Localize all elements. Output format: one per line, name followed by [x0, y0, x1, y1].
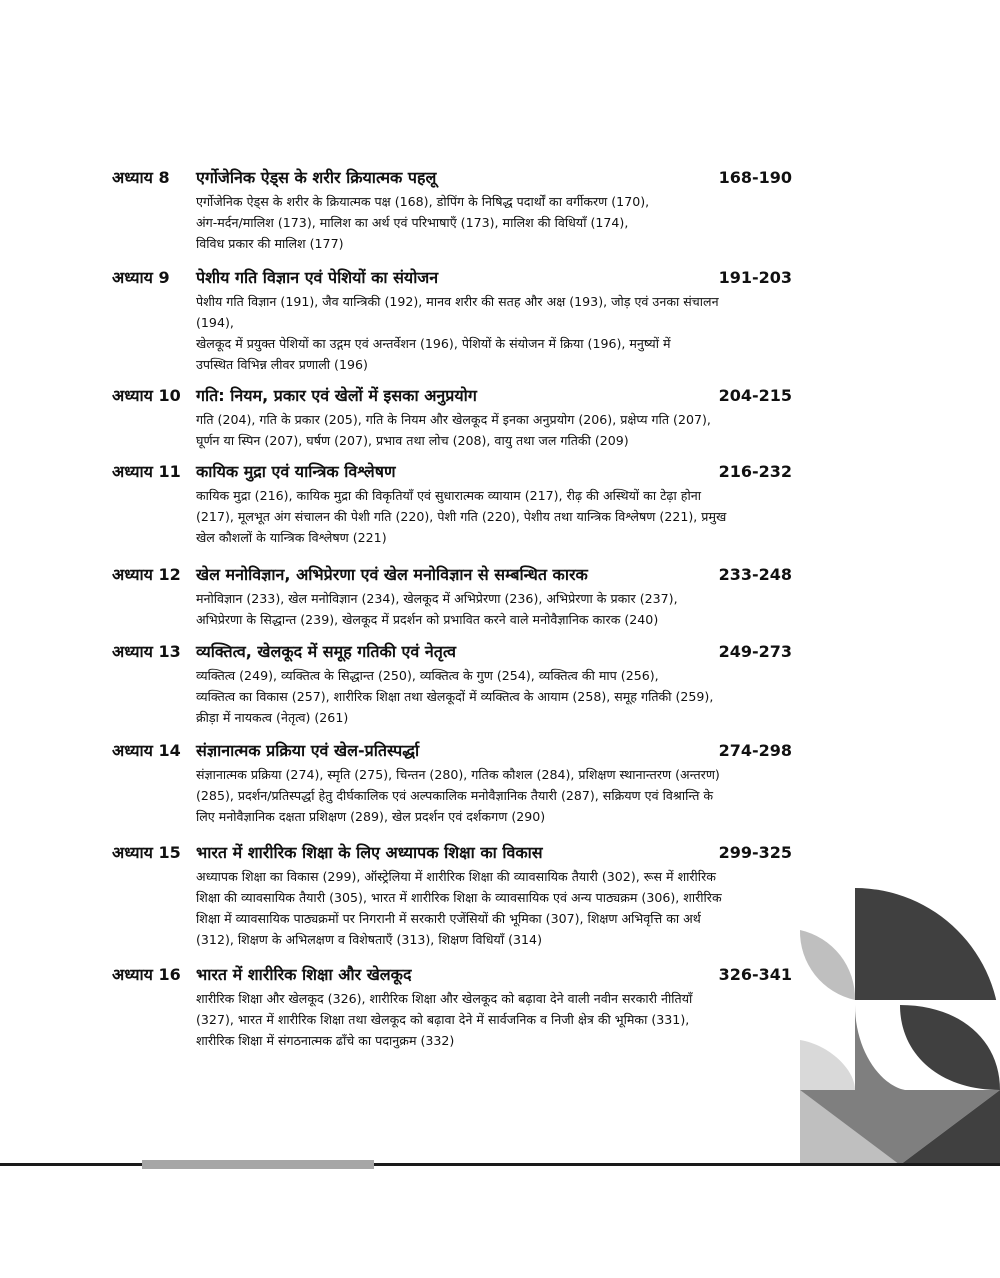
topic-line: एर्गोजेनिक ऐड्स के शरीर के क्रियात्मक पक्ष (168), डोपिंग के निषिद्ध पदार्थों का वर्गीकरण (170),: [196, 194, 650, 209]
deco-leaf-light: [800, 930, 855, 1000]
chapter-label: अध्याय 15: [112, 843, 181, 862]
topic-line: खेल कौशलों के यान्त्रिक विश्लेषण (221): [196, 530, 387, 545]
chapter-title: भारत में शारीरिक शिक्षा के लिए अध्यापक शिक्षा का विकास: [196, 843, 543, 862]
chapter-pages: 326-341: [718, 965, 792, 984]
chapter-title: पेशीय गति विज्ञान एवं पेशियों का संयोजन: [196, 268, 439, 287]
topic-line: अभिप्रेरणा के सिद्धान्त (239), खेलकूद में प्रदर्शन को प्रभावित करने वाले मनोवैज्ञानिक कारक (240): [196, 612, 659, 627]
topic-line: विविध प्रकार की मालिश (177): [196, 236, 344, 251]
topic-line: (327), भारत में शारीरिक शिक्षा तथा खेलकूद को बढ़ावा देने में सार्वजनिक व निजी क्षेत्र की भूमिका (331),: [196, 1012, 690, 1027]
topic-line: (312), शिक्षण के अभिलक्षण व विशेषताएँ (313), शिक्षण विधियाँ (314): [196, 932, 542, 947]
topic-line: गति (204), गति के प्रकार (205), गति के नियम और खेलकूद में इनका अनुप्रयोग (206), प्रक्षेप्य गति (207),: [196, 412, 711, 427]
topic-line: अंग-मर्दन/मालिश (173), मालिश का अर्थ एवं परिभाषाएँ (173), मालिश की विधियाँ (174),: [196, 215, 629, 230]
chapter-pages: 233-248: [718, 565, 792, 584]
topic-line: क्रीड़ा में नायकत्व (नेतृत्व) (261): [196, 710, 349, 725]
chapter-title: कायिक मुद्रा एवं यान्त्रिक विश्लेषण: [196, 462, 396, 481]
topic-line: संज्ञानात्मक प्रक्रिया (274), स्मृति (275), चिन्तन (280), गतिक कौशल (284), प्रशिक्षण स्थानान्तरण (अन्तरण): [196, 767, 720, 782]
topic-line: उपस्थित विभिन्न लीवर प्रणाली (196): [196, 357, 368, 372]
topic-line: लिए मनोवैज्ञानिक दक्षता प्रशिक्षण (289), खेल प्रदर्शन एवं दर्शकगण (290): [196, 809, 546, 824]
topic-line: (194),: [196, 315, 234, 330]
topic-line: शारीरिक शिक्षा में संगठनात्मक ढाँचे का पदानुक्रम (332): [196, 1033, 455, 1048]
chapter-label: अध्याय 11: [112, 462, 181, 481]
chapter-label: अध्याय 10: [112, 386, 181, 405]
topic-line: शिक्षा में व्यावसायिक पाठ्यक्रमों पर निगरानी में सरकारी एजेंसियों की भूमिका (307), शिक्षण अभिवृत्ति का अर्थ: [196, 911, 701, 926]
topic-line: (285), प्रदर्शन/प्रतिस्पर्द्धा हेतु दीर्घकालिक एवं अल्पकालिक मनोवैज्ञानिक तैयारी (287), सक्रियण एवं विश्रान्ति के: [196, 788, 714, 803]
deco-shape-light: [800, 1040, 855, 1090]
chapter-pages: 168-190: [718, 168, 792, 187]
chapter-pages: 204-215: [718, 386, 792, 405]
footer-accent-bar: [142, 1160, 374, 1169]
chapter-label: अध्याय 14: [112, 741, 181, 760]
chapter-title: भारत में शारीरिक शिक्षा और खेलकूद: [196, 965, 412, 984]
chapter-pages: 191-203: [718, 268, 792, 287]
topic-line: कायिक मुद्रा (216), कायिक मुद्रा की विकृतियाँ एवं सुधारात्मक व्यायाम (217), रीढ़ की अस्थियों का टेढ़ा होना: [196, 488, 701, 503]
chapter-title: व्यक्तित्व, खेलकूद में समूह गतिकी एवं नेतृत्व: [196, 642, 456, 661]
chapter-pages: 299-325: [718, 843, 792, 862]
chapter-pages: 274-298: [718, 741, 792, 760]
topic-line: अध्यापक शिक्षा का विकास (299), ऑस्ट्रेलिया में शारीरिक शिक्षा की व्यावसायिक तैयारी (302), रूस में शारीरिक: [196, 869, 716, 884]
chapter-label: अध्याय 12: [112, 565, 181, 584]
chapter-label: अध्याय 9: [112, 268, 170, 287]
chapter-pages: 249-273: [718, 642, 792, 661]
topic-line: पेशीय गति विज्ञान (191), जैव यान्त्रिकी (192), मानव शरीर की सतह और अक्ष (193), जोड़ एवं उनका संचालन: [196, 294, 719, 309]
topic-line: मनोविज्ञान (233), खेल मनोविज्ञान (234), खेलकूद में अभिप्रेरणा (236), अभिप्रेरणा के प्रकार (237),: [196, 591, 678, 606]
topic-line: व्यक्तित्व का विकास (257), शारीरिक शिक्षा तथा खेलकूदों में व्यक्तित्व के आयाम (258), समूह गतिकी (259),: [196, 689, 714, 704]
chapter-title: गति: नियम, प्रकार एवं खेलों में इसका अनुप्रयोग: [196, 386, 477, 405]
chapter-title: एर्गोजेनिक ऐड्स के शरीर क्रियात्मक पहलू: [196, 168, 437, 187]
chapter-label: अध्याय 13: [112, 642, 181, 661]
topic-line: शारीरिक शिक्षा और खेलकूद (326), शारीरिक शिक्षा और खेलकूद को बढ़ावा देने वाली नवीन सरकारी नीतियाँ: [196, 991, 693, 1006]
topic-line: शिक्षा की व्यावसायिक तैयारी (305), भारत में शारीरिक शिक्षा के व्यावसायिक एवं अन्य पाठ्यक्रम (306), शारीरिक: [196, 890, 722, 905]
topic-line: घूर्णन या स्पिन (207), घर्षण (207), प्रभाव तथा लोच (208), वायु तथा जल गतिकी (209): [196, 433, 629, 448]
topic-line: (217), मूलभूत अंग संचालन की पेशी गति (220), पेशी गति (220), पेशीय तथा यान्त्रिक विश्लेषण (221), प्रमुख: [196, 509, 727, 524]
topic-line: खेलकूद में प्रयुक्त पेशियों का उद्गम एवं अन्तर्वेशन (196), पेशियों के संयोजन में क्रिया (196), मनुष्यों में: [196, 336, 671, 351]
chapter-pages: 216-232: [718, 462, 792, 481]
topic-line: व्यक्तित्व (249), व्यक्तित्व के सिद्धान्त (250), व्यक्तित्व के गुण (254), व्यक्तित्व की माप (256),: [196, 668, 659, 683]
chapter-title: खेल मनोविज्ञान, अभिप्रेरणा एवं खेल मनोविज्ञान से सम्बन्धित कारक: [196, 565, 588, 584]
chapter-label: अध्याय 8: [112, 168, 170, 187]
chapter-label: अध्याय 16: [112, 965, 181, 984]
chapter-title: संज्ञानात्मक प्रक्रिया एवं खेल-प्रतिस्पर्द्धा: [196, 741, 420, 760]
